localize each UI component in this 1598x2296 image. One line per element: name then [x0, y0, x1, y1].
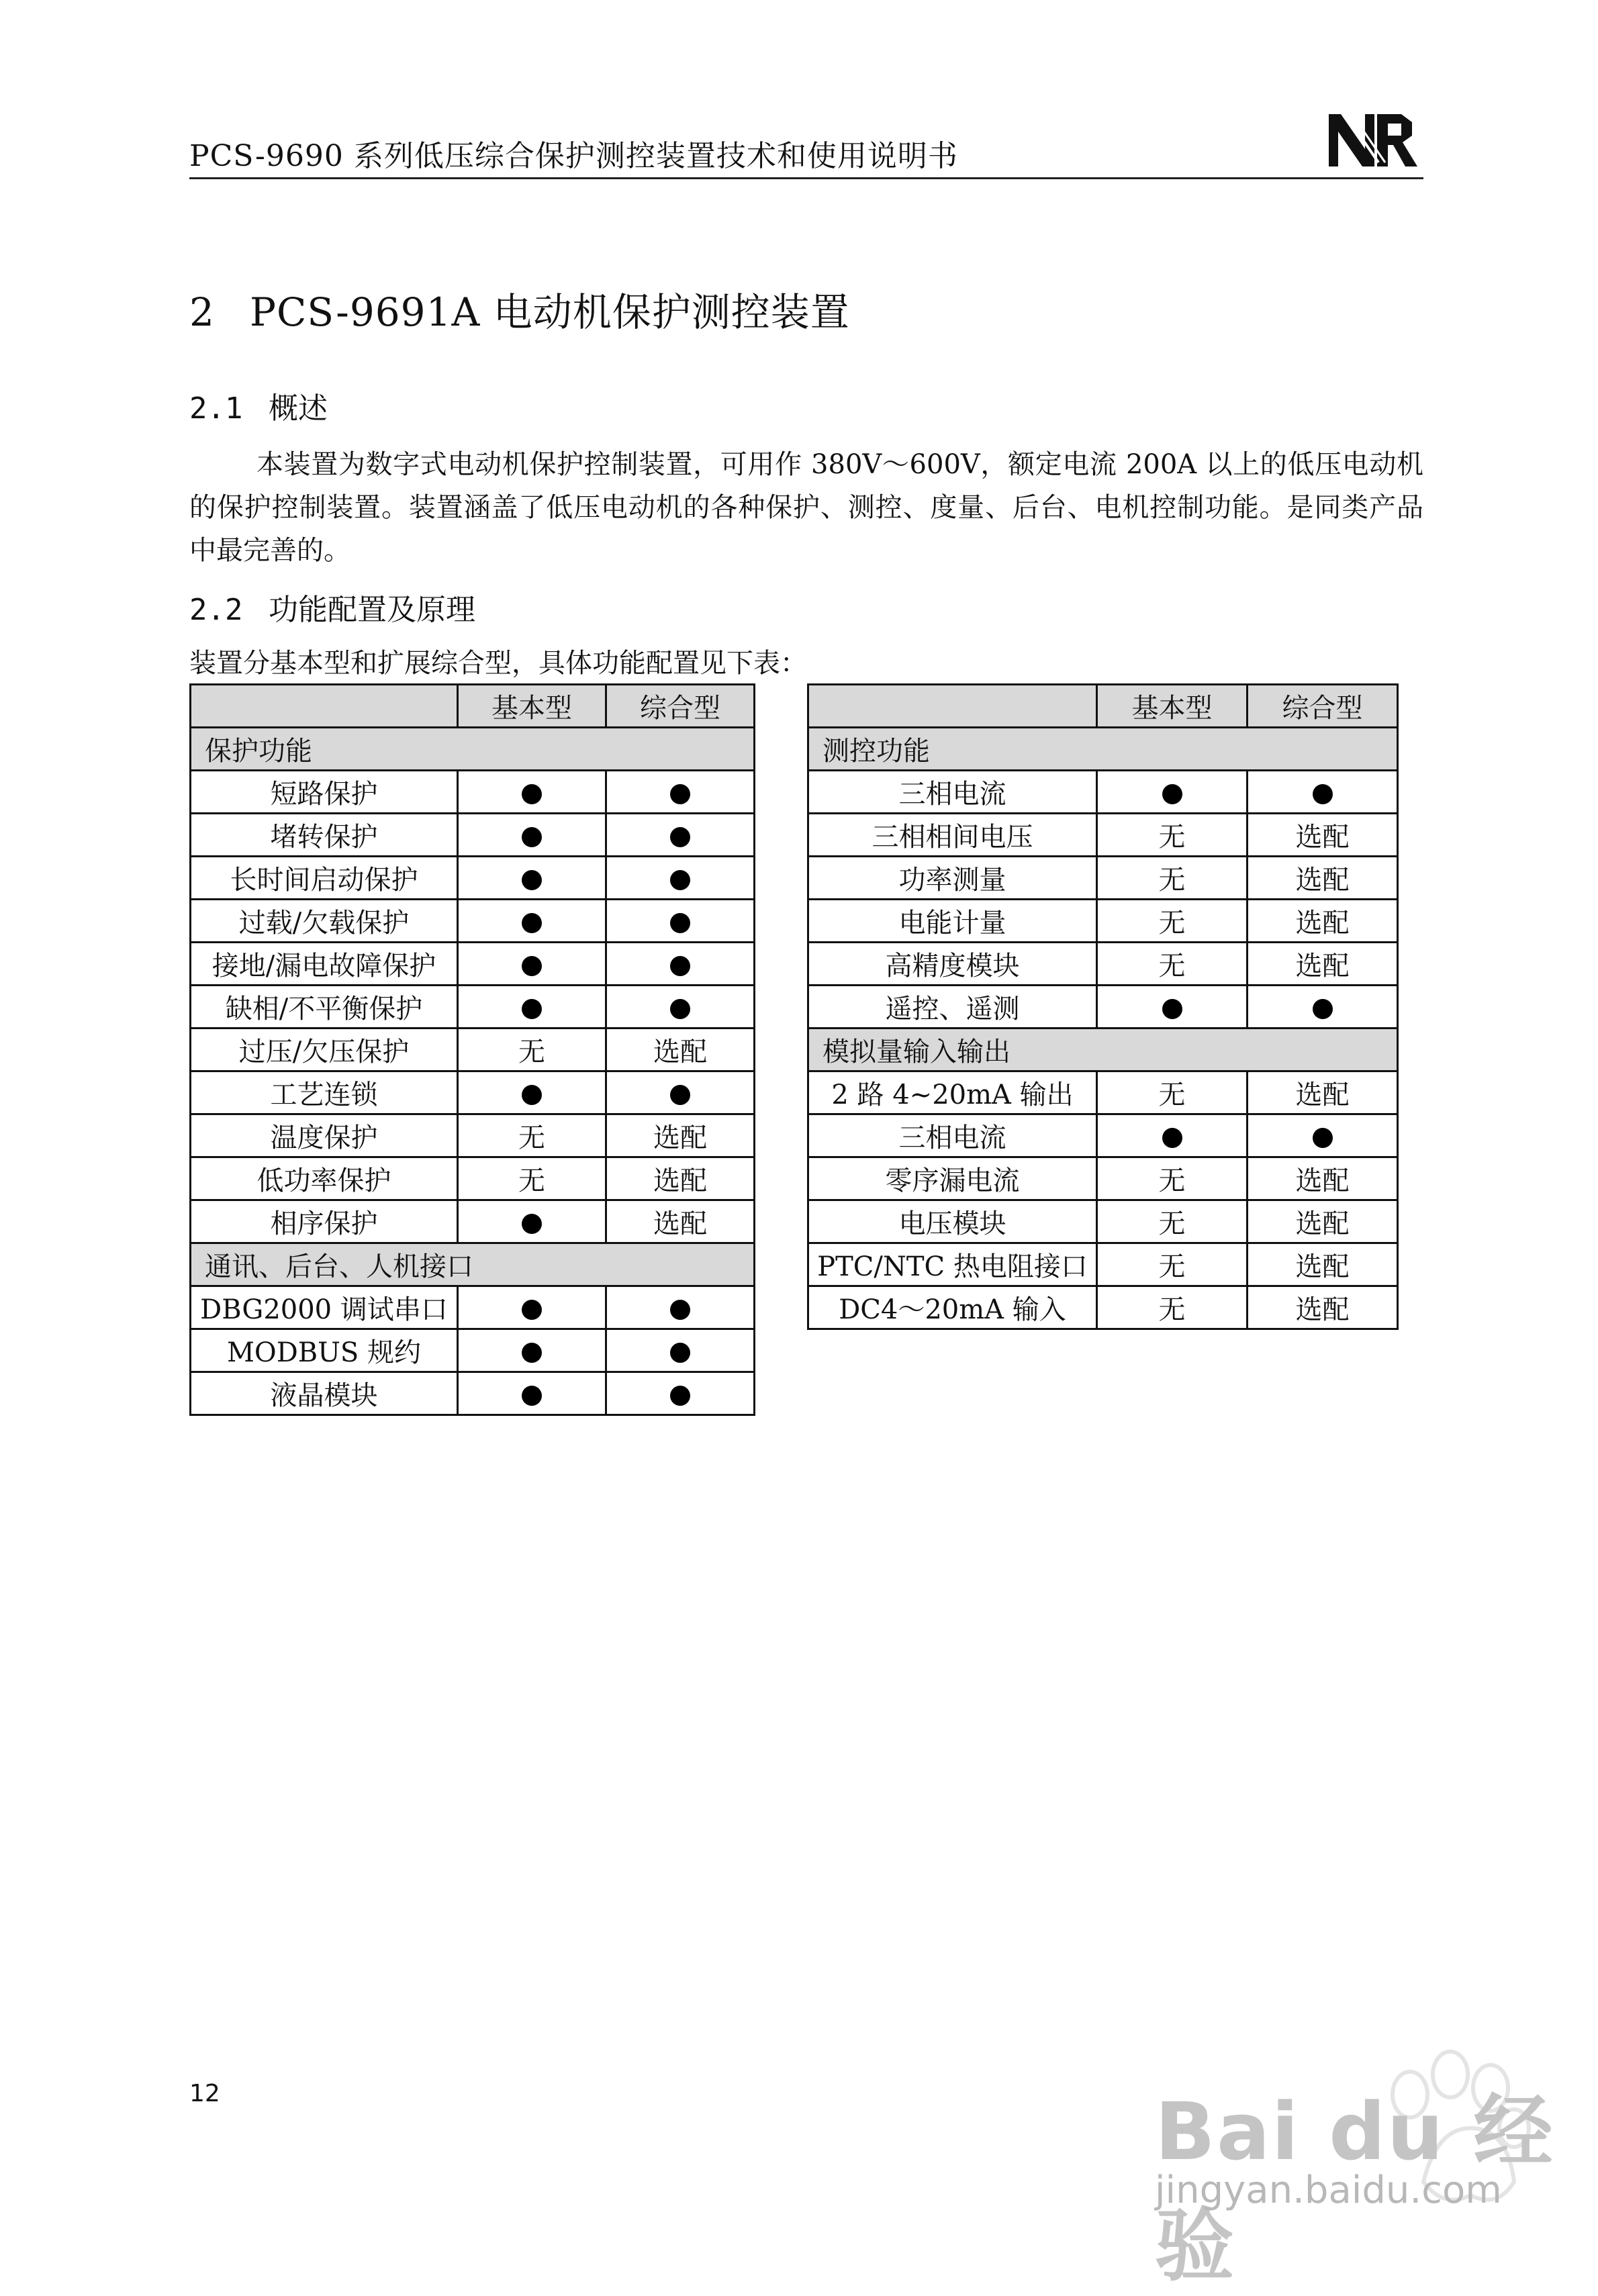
filled-dot-icon — [522, 784, 542, 804]
basic-value-cell: 无 — [1097, 1157, 1248, 1200]
basic-value-cell: 无 — [458, 1029, 606, 1071]
section-number: 2.1 — [189, 391, 243, 426]
table-row — [808, 1114, 1398, 1157]
full-supported-cell — [606, 857, 755, 900]
table-header-row — [808, 685, 1398, 728]
function-name: 零序漏电流 — [808, 1157, 1097, 1200]
basic-supported-cell — [458, 1329, 606, 1372]
basic-value-cell: 无 — [1097, 1071, 1248, 1114]
filled-dot-icon — [670, 870, 690, 890]
full-value-cell: 选配 — [1248, 857, 1398, 900]
table-row — [808, 1200, 1398, 1243]
section-label: 通讯、后台、人机接口 — [191, 1243, 755, 1286]
table-row — [191, 986, 755, 1029]
section-title: 概述 — [269, 391, 328, 426]
nr-logo-icon — [1326, 109, 1420, 169]
function-name: 电能计量 — [808, 900, 1097, 943]
basic-value-cell: 无 — [1097, 814, 1248, 857]
table-row — [191, 771, 755, 814]
full-value-cell: 选配 — [1248, 1157, 1398, 1200]
table-header-row — [191, 685, 755, 728]
basic-supported-cell — [1097, 986, 1248, 1029]
function-name: 接地/漏电故障保护 — [191, 943, 458, 986]
function-name: 温度保护 — [191, 1114, 458, 1157]
section-number: 2.2 — [189, 593, 243, 627]
table-row — [808, 857, 1398, 900]
filled-dot-icon — [670, 999, 690, 1019]
filled-dot-icon — [522, 870, 542, 890]
basic-value-cell: 无 — [1097, 943, 1248, 986]
function-name: PTC/NTC 热电阻接口 — [808, 1243, 1097, 1286]
filled-dot-icon — [522, 1343, 542, 1363]
basic-supported-cell — [458, 814, 606, 857]
basic-supported-cell — [458, 1372, 606, 1415]
table-row — [808, 943, 1398, 986]
function-name: 遥控、遥测 — [808, 986, 1097, 1029]
function-table-left — [189, 683, 755, 1416]
filled-dot-icon — [670, 956, 690, 976]
filled-dot-icon — [670, 1386, 690, 1406]
table-row — [808, 1286, 1398, 1329]
filled-dot-icon — [522, 913, 542, 933]
function-name: 2 路 4~20mA 输出 — [808, 1071, 1097, 1114]
full-supported-cell — [606, 771, 755, 814]
filled-dot-icon — [670, 827, 690, 847]
header-basic: 基本型 — [1097, 685, 1248, 728]
function-name: 缺相/不平衡保护 — [191, 986, 458, 1029]
filled-dot-icon — [670, 1300, 690, 1320]
basic-value-cell: 无 — [1097, 1243, 1248, 1286]
function-table-right — [807, 683, 1399, 1330]
table-row — [191, 1286, 755, 1329]
basic-value-cell: 无 — [1097, 1286, 1248, 1329]
table-row — [191, 1157, 755, 1200]
basic-supported-cell — [458, 943, 606, 986]
full-supported-cell — [1248, 986, 1398, 1029]
chapter-title: PCS-9691A 电动机保护测控装置 — [250, 289, 850, 335]
filled-dot-icon — [1162, 999, 1182, 1019]
chapter-heading — [189, 281, 850, 337]
section-heading-functions — [189, 585, 475, 628]
function-name: 低功率保护 — [191, 1157, 458, 1200]
filled-dot-icon — [522, 1386, 542, 1406]
function-name: DBG2000 调试串口 — [191, 1286, 458, 1329]
basic-supported-cell — [458, 986, 606, 1029]
filled-dot-icon — [670, 1343, 690, 1363]
table-row — [191, 857, 755, 900]
full-value-cell: 选配 — [1248, 1071, 1398, 1114]
function-name: 液晶模块 — [191, 1372, 458, 1415]
table-section-row — [191, 1243, 755, 1286]
table-row — [808, 986, 1398, 1029]
full-supported-cell — [1248, 771, 1398, 814]
function-name: DC4～20mA 输入 — [808, 1286, 1097, 1329]
function-name: 长时间启动保护 — [191, 857, 458, 900]
table-section-row — [191, 728, 755, 771]
filled-dot-icon — [1313, 784, 1333, 804]
page-number: 12 — [189, 2080, 220, 2107]
basic-supported-cell — [458, 1286, 606, 1329]
full-value-cell: 选配 — [1248, 1286, 1398, 1329]
full-value-cell: 选配 — [1248, 943, 1398, 986]
basic-supported-cell — [458, 771, 606, 814]
basic-supported-cell — [458, 1071, 606, 1114]
watermark-url: jingyan.baidu.com — [1155, 2168, 1502, 2212]
full-value-cell: 选配 — [1248, 814, 1398, 857]
table-row — [191, 1071, 755, 1114]
section-label: 模拟量输入输出 — [808, 1029, 1398, 1071]
section-label: 测控功能 — [808, 728, 1398, 771]
full-supported-cell — [606, 1372, 755, 1415]
filled-dot-icon — [1313, 1128, 1333, 1148]
header-blank-cell — [191, 685, 458, 728]
basic-value-cell: 无 — [458, 1114, 606, 1157]
full-value-cell: 选配 — [1248, 900, 1398, 943]
full-supported-cell — [1248, 1114, 1398, 1157]
table-row — [191, 1372, 755, 1415]
function-name: 堵转保护 — [191, 814, 458, 857]
watermark-text: Bai du 经验 — [1155, 2085, 1554, 2292]
table-row — [808, 1243, 1398, 1286]
basic-supported-cell — [458, 900, 606, 943]
function-name: MODBUS 规约 — [191, 1329, 458, 1372]
function-name: 高精度模块 — [808, 943, 1097, 986]
table-row — [808, 814, 1398, 857]
table-row — [191, 1029, 755, 1071]
function-name: 过压/欠压保护 — [191, 1029, 458, 1071]
table-row — [808, 1157, 1398, 1200]
filled-dot-icon — [522, 1085, 542, 1105]
basic-supported-cell — [458, 857, 606, 900]
basic-supported-cell — [1097, 1114, 1248, 1157]
table-row — [191, 1329, 755, 1372]
basic-value-cell: 无 — [1097, 857, 1248, 900]
table-section-row — [808, 1029, 1398, 1071]
basic-value-cell: 无 — [1097, 900, 1248, 943]
function-name: 工艺连锁 — [191, 1071, 458, 1114]
full-value-cell: 选配 — [1248, 1200, 1398, 1243]
table-row — [191, 943, 755, 986]
filled-dot-icon — [1162, 1128, 1182, 1148]
function-name: 电压模块 — [808, 1200, 1097, 1243]
function-name: 三相电流 — [808, 771, 1097, 814]
function-name: 三相相间电压 — [808, 814, 1097, 857]
basic-value-cell: 无 — [1097, 1200, 1248, 1243]
filled-dot-icon — [522, 956, 542, 976]
filled-dot-icon — [670, 913, 690, 933]
filled-dot-icon — [522, 999, 542, 1019]
full-supported-cell — [606, 943, 755, 986]
table-row — [191, 1200, 755, 1243]
table-row — [191, 1114, 755, 1157]
section-label: 保护功能 — [191, 728, 755, 771]
filled-dot-icon — [522, 1214, 542, 1234]
section-heading-overview — [189, 384, 328, 427]
filled-dot-icon — [522, 827, 542, 847]
header-blank-cell — [808, 685, 1097, 728]
filled-dot-icon — [1313, 999, 1333, 1019]
function-name: 三相电流 — [808, 1114, 1097, 1157]
function-name: 过载/欠载保护 — [191, 900, 458, 943]
filled-dot-icon — [522, 1300, 542, 1320]
chapter-number: 2 — [189, 289, 215, 335]
header-full: 综合型 — [606, 685, 755, 728]
basic-supported-cell — [458, 1200, 606, 1243]
table-row — [191, 814, 755, 857]
filled-dot-icon — [670, 784, 690, 804]
filled-dot-icon — [670, 1085, 690, 1105]
overview-paragraph: 本装置为数字式电动机保护控制装置，可用作 380V～600V，额定电流 200A 以上的低压电动机的保护控制装置。装置涵盖了低压电动机的各种保护、测控、度量、后台、电机控制功能。是同类产品中最完善的。 — [189, 449, 1423, 566]
full-supported-cell — [606, 814, 755, 857]
function-name: 相序保护 — [191, 1200, 458, 1243]
header-basic: 基本型 — [458, 685, 606, 728]
function-name: 功率测量 — [808, 857, 1097, 900]
header-full: 综合型 — [1248, 685, 1398, 728]
function-name: 短路保护 — [191, 771, 458, 814]
table-section-row — [808, 728, 1398, 771]
table-intro: 装置分基本型和扩展综合型，具体功能配置见下表： — [189, 648, 807, 679]
header-title: PCS-9690 系列低压综合保护测控装置技术和使用说明书 — [189, 139, 958, 173]
basic-value-cell: 无 — [458, 1157, 606, 1200]
section-title: 功能配置及原理 — [269, 593, 475, 627]
header-divider — [189, 177, 1423, 179]
table-row — [191, 900, 755, 943]
filled-dot-icon — [1162, 784, 1182, 804]
full-supported-cell — [606, 1329, 755, 1372]
full-supported-cell — [606, 986, 755, 1029]
full-value-cell: 选配 — [1248, 1243, 1398, 1286]
full-supported-cell — [606, 900, 755, 943]
full-value-cell: 选配 — [606, 1157, 755, 1200]
full-supported-cell — [606, 1286, 755, 1329]
table-row — [808, 1071, 1398, 1114]
table-row — [808, 900, 1398, 943]
full-value-cell: 选配 — [606, 1114, 755, 1157]
full-value-cell: 选配 — [606, 1200, 755, 1243]
table-row — [808, 771, 1398, 814]
basic-supported-cell — [1097, 771, 1248, 814]
full-value-cell: 选配 — [606, 1029, 755, 1071]
full-supported-cell — [606, 1071, 755, 1114]
